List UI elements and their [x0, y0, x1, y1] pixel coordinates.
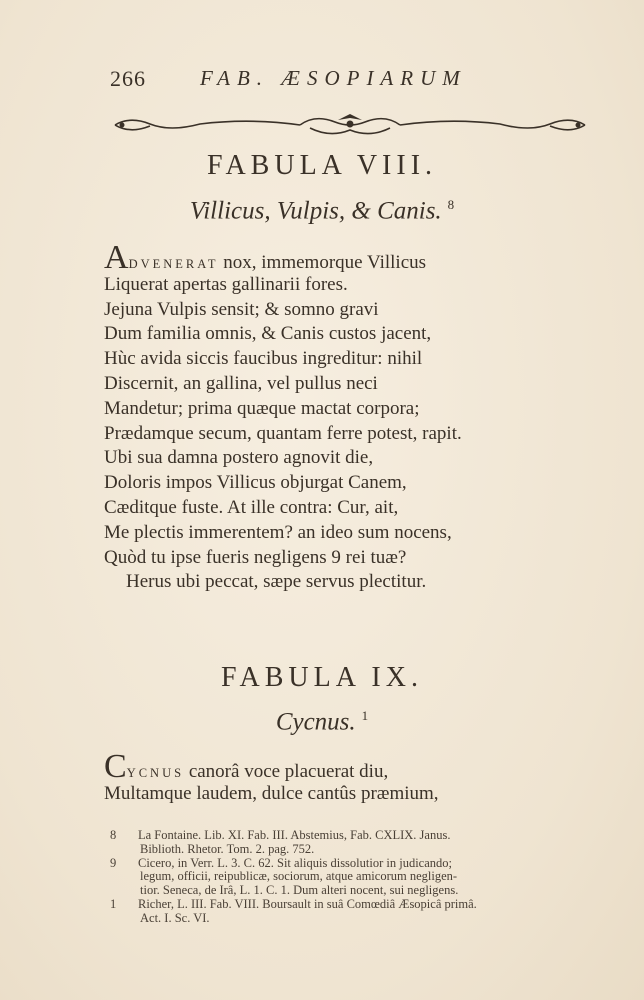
first-line-rest: canorâ voce placuerat diu, — [184, 761, 389, 782]
footnote-text: legum, officii, reipublicæ, sociorum, atque amicorum negligen- — [140, 869, 458, 884]
moral-line: Herus ubi peccat, sæpe servus plectitur. — [126, 571, 427, 593]
footnote-text: Biblioth. Rhetor. Tom. 2. pag. 752. — [140, 841, 315, 856]
footnote-text: Act. I. Sc. VI. — [140, 910, 210, 925]
verse-line: Hùc avida siccis faucibus ingreditur: nihil — [104, 348, 423, 370]
ornament-rule-icon — [110, 110, 590, 140]
footnote-mark-8: 8 — [447, 197, 455, 212]
footnote-line — [110, 884, 610, 898]
fable-9-title: FABULA IX. — [221, 662, 423, 693]
verse-line: Dum familia omnis, & Canis custos jacent, — [104, 323, 432, 345]
footnote-line — [110, 843, 610, 857]
footnote-text: tior. Seneca, de Irâ, L. 1. C. 1. Dum alteri nocent, sui negligens. — [140, 883, 459, 898]
verse-line: Ubi sua damna postero agnovit die, — [104, 447, 374, 469]
footnote-number: 8 — [110, 828, 117, 842]
fable-9-subtitle — [0, 708, 644, 736]
dropcap-a: A — [104, 239, 129, 276]
footnote-text: La Fontaine. Lib. XI. Fab. III. Abstemius, Fab. CXLIX. Janus. — [138, 828, 451, 842]
running-title: FAB. ÆSOPIARUM — [200, 66, 467, 90]
verse-line: Quòd tu ipse fueris negligens 9 rei tuæ? — [104, 546, 407, 568]
first-word-rest: DVENERAT — [128, 257, 219, 271]
footnote-line — [110, 898, 610, 912]
fable-8-title: FABULA VIII. — [206, 150, 438, 181]
footnote-number: 1 — [110, 896, 117, 911]
verse-line: Doloris impos Villicus objurgat Canem, — [104, 472, 407, 494]
verse-line: Jejuna Vulpis sensit; & somno gravi — [104, 298, 379, 320]
dropcap-c: C — [104, 748, 127, 785]
verse-line: Liquerat apertas gallinarii fores. — [104, 273, 348, 295]
footnote-mark-1: 1 — [361, 708, 369, 723]
verse-line: Mandetur; prima quæque mactat corpora; — [104, 397, 420, 419]
verse-line: Prædamque secum, quantam ferre potest, rapit. — [104, 422, 462, 444]
verse-line: Cæditque fuste. At ille contra: Cur, ait, — [104, 496, 399, 518]
running-head — [110, 66, 580, 96]
footnote-line — [110, 870, 610, 884]
footnote-text: Cicero, in Verr. L. 3. C. 62. Sit aliquis dissolutior in judicando; — [138, 855, 452, 870]
verse-line: Me plectis immerentem? an ideo sum nocens, — [104, 521, 452, 543]
fable-8-subtitle-text: Villicus, Vulpis, & Canis. — [189, 197, 442, 225]
verse-line: Multamque laudem, dulce cantûs præmium, — [104, 782, 439, 804]
first-line-rest: nox, immemorque Villicus — [218, 252, 427, 273]
verse-line-first — [104, 239, 554, 276]
footnote-text: Richer, L. III. Fab. VIII. Boursault in suâ Comœdiâ Æsopicâ primâ. — [138, 896, 477, 911]
footnotes — [110, 829, 610, 926]
first-word-rest: YCNUS — [126, 766, 185, 780]
footnote-line — [110, 857, 610, 871]
verse-line: Discernit, an gallina, vel pullus neci — [104, 372, 378, 394]
fable-8-subtitle — [0, 197, 644, 225]
fable-9-verse — [104, 748, 554, 807]
footnote-number: 9 — [110, 855, 117, 870]
verse-line-first — [104, 748, 554, 785]
fable-8-verse — [104, 239, 554, 595]
page-number: 266 — [110, 66, 146, 91]
footnote-line — [110, 912, 610, 926]
fable-9-subtitle-text: Cycnus. — [275, 708, 356, 736]
footnote-line — [110, 829, 610, 843]
